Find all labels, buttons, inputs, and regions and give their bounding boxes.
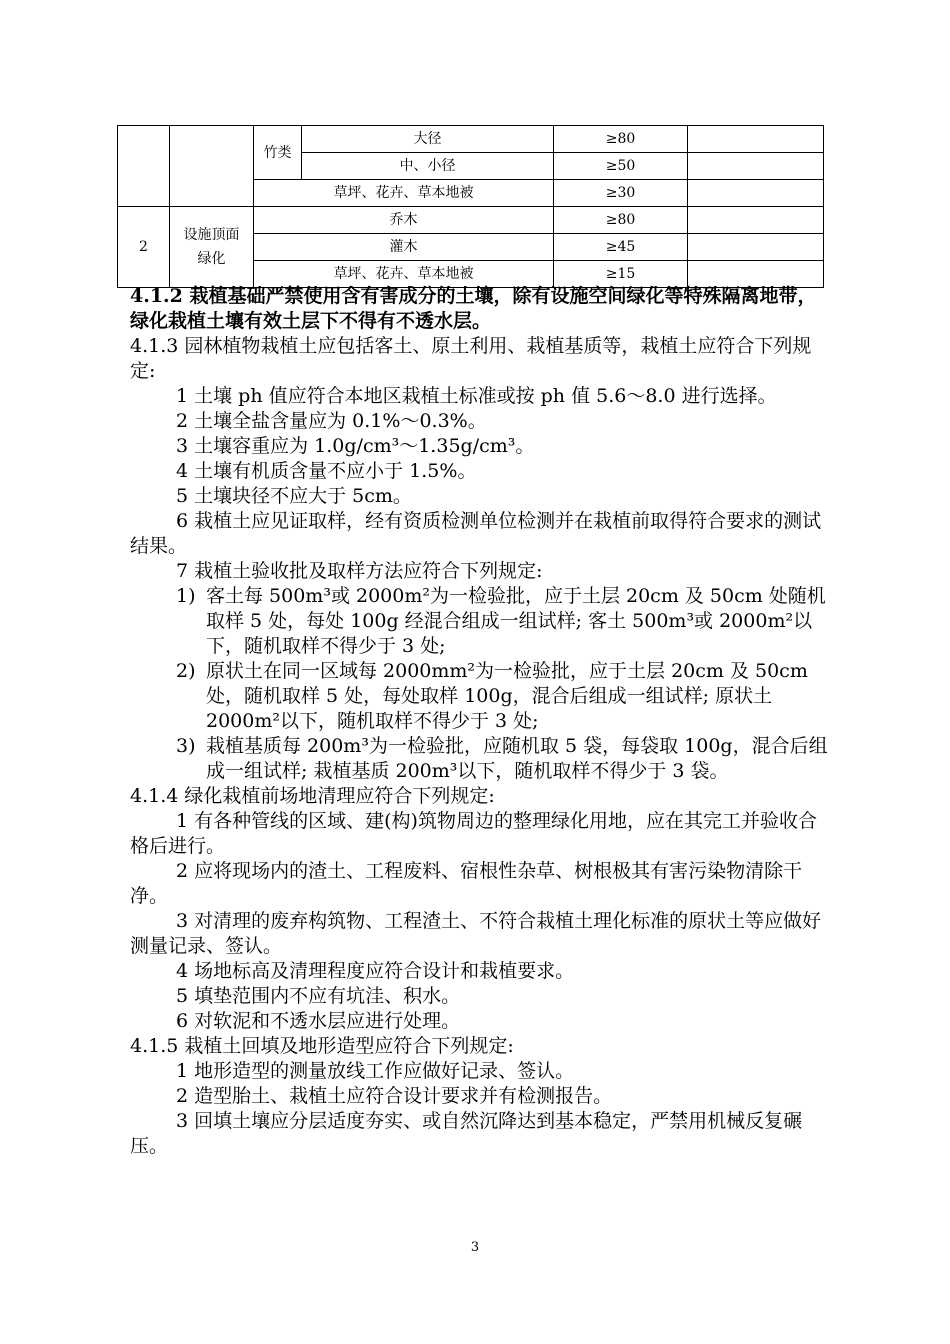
table-cell-value: ≥80 xyxy=(554,207,688,234)
table-cell-index: 2 xyxy=(118,207,170,288)
category-line-2: 绿化 xyxy=(197,251,226,267)
table-cell-index xyxy=(118,126,170,207)
table-cell-value: ≥15 xyxy=(554,261,688,288)
page-number: 3 xyxy=(470,1240,480,1255)
clause-4-1-4-item-5: 5 填垫范围内不应有坑洼、积水。 xyxy=(176,985,461,1007)
clause-4-1-4-item-3: 3 对清理的废弃构筑物、工程渣土、不符合栽植土理化标准的原状土等应做好测量记录、签认。 xyxy=(130,910,822,957)
category-line-1: 设施顶面 xyxy=(183,227,240,243)
table-cell-note xyxy=(688,126,824,153)
sampling-item-1 xyxy=(130,584,830,659)
clause-4-1-3: 4.1.3 园林植物栽植土应包括客土、原土利用、栽植基质等，栽植土应符合下列规定: xyxy=(130,335,812,382)
table-cell-plant-type: 草坪、花卉、草本地被 xyxy=(254,261,554,288)
list-number: 1) xyxy=(176,585,196,607)
clause-4-1-3-item-5: 5 土壤块径不应大于 5cm。 xyxy=(176,485,412,507)
table-cell-plant-type: 大径 xyxy=(302,126,554,153)
list-text: 客土每 500m³或 2000m²为一检验批，应于土层 20cm 及 50cm 处随机取样 5 处，每处 100g 经混合组成一组试样; 客土 500m³或 2000m²以下，随机取样不得少于 3 处; xyxy=(206,585,826,657)
clause-4-1-3-item-6: 6 栽植土应见证取样，经有资质检测单位检测并在栽植前取得符合要求的测试结果。 xyxy=(130,510,822,557)
table-cell-value: ≥45 xyxy=(554,234,688,261)
clause-4-1-4-item-4: 4 场地标高及清理程度应符合设计和栽植要求。 xyxy=(176,960,575,982)
clause-4-1-3-item-2: 2 土壤全盐含量应为 0.1%～0.3%。 xyxy=(176,410,487,432)
list-number: 3) xyxy=(176,735,196,757)
table-cell-note xyxy=(688,234,824,261)
sampling-item-2 xyxy=(130,659,830,734)
clause-4-1-2: 4.1.2 栽植基础严禁使用含有害成分的土壤，除有设施空间绿化等特殊隔离地带，绿化栽植土壤有效土层下不得有不透水层。 xyxy=(130,285,817,332)
table-cell-value: ≥80 xyxy=(554,126,688,153)
clause-4-1-4-item-6: 6 对软泥和不透水层应进行处理。 xyxy=(176,1010,461,1032)
table-cell-category xyxy=(170,207,254,288)
clause-4-1-4-item-2: 2 应将现场内的渣土、工程废料、宿根性杂草、树根极其有害污染物清除干净。 xyxy=(130,860,803,907)
clause-4-1-5-item-3: 3 回填土壤应分层适度夯实、或自然沉降达到基本稳定，严禁用机械反复碾压。 xyxy=(130,1110,803,1157)
clause-4-1-5-item-1: 1 地形造型的测量放线工作应做好记录、签认。 xyxy=(176,1060,575,1082)
table-row xyxy=(118,126,824,153)
clause-4-1-4: 4.1.4 绿化栽植前场地清理应符合下列规定: xyxy=(130,785,495,807)
list-text: 原状土在同一区域每 2000mm²为一检验批，应于土层 20cm 及 50cm 处，随机取样 5 处，每处取样 100g，混合后组成一组试样; 原状土 2000m²以下，随机取样不得少于 3 处; xyxy=(206,660,808,732)
clause-4-1-3-item-4: 4 土壤有机质含量不应小于 1.5%。 xyxy=(176,460,477,482)
clause-4-1-3-item-1: 1 土壤 ph 值应符合本地区栽植土标准或按 ph 值 5.6～8.0 进行选择。 xyxy=(176,385,777,407)
table-cell-note xyxy=(688,153,824,180)
clause-4-1-4-item-1: 1 有各种管线的区域、建(构)筑物周边的整理绿化用地，应在其完工并验收合格后进行。 xyxy=(130,810,817,857)
list-text: 栽植基质每 200m³为一检验批，应随机取 5 袋，每袋取 100g，混合后组成一组试样; 栽植基质 200m³以下，随机取样不得少于 3 袋。 xyxy=(206,735,828,782)
table-cell-plant-type: 中、小径 xyxy=(302,153,554,180)
sampling-item-3 xyxy=(130,734,830,784)
table-cell-note xyxy=(688,207,824,234)
table-cell-plant-type: 草坪、花卉、草本地被 xyxy=(254,180,554,207)
table-cell-category xyxy=(170,126,254,207)
table-cell-value: ≥50 xyxy=(554,153,688,180)
list-number: 2) xyxy=(176,660,196,682)
table-cell-note xyxy=(688,180,824,207)
table-cell-plant-type: 乔木 xyxy=(254,207,554,234)
standards-table xyxy=(117,125,824,288)
clause-4-1-5: 4.1.5 栽植土回填及地形造型应符合下列规定: xyxy=(130,1035,514,1057)
table-cell-subcategory: 竹类 xyxy=(254,126,302,180)
document-body xyxy=(130,284,830,1159)
table-cell-value: ≥30 xyxy=(554,180,688,207)
table-row xyxy=(118,207,824,234)
clause-4-1-5-item-2: 2 造型胎土、栽植土应符合设计要求并有检测报告。 xyxy=(176,1085,613,1107)
table-cell-plant-type: 灌木 xyxy=(254,234,554,261)
clause-4-1-3-item-3: 3 土壤容重应为 1.0g/cm³～1.35g/cm³。 xyxy=(176,435,535,457)
clause-4-1-3-item-7: 7 栽植土验收批及取样方法应符合下列规定: xyxy=(176,560,543,582)
